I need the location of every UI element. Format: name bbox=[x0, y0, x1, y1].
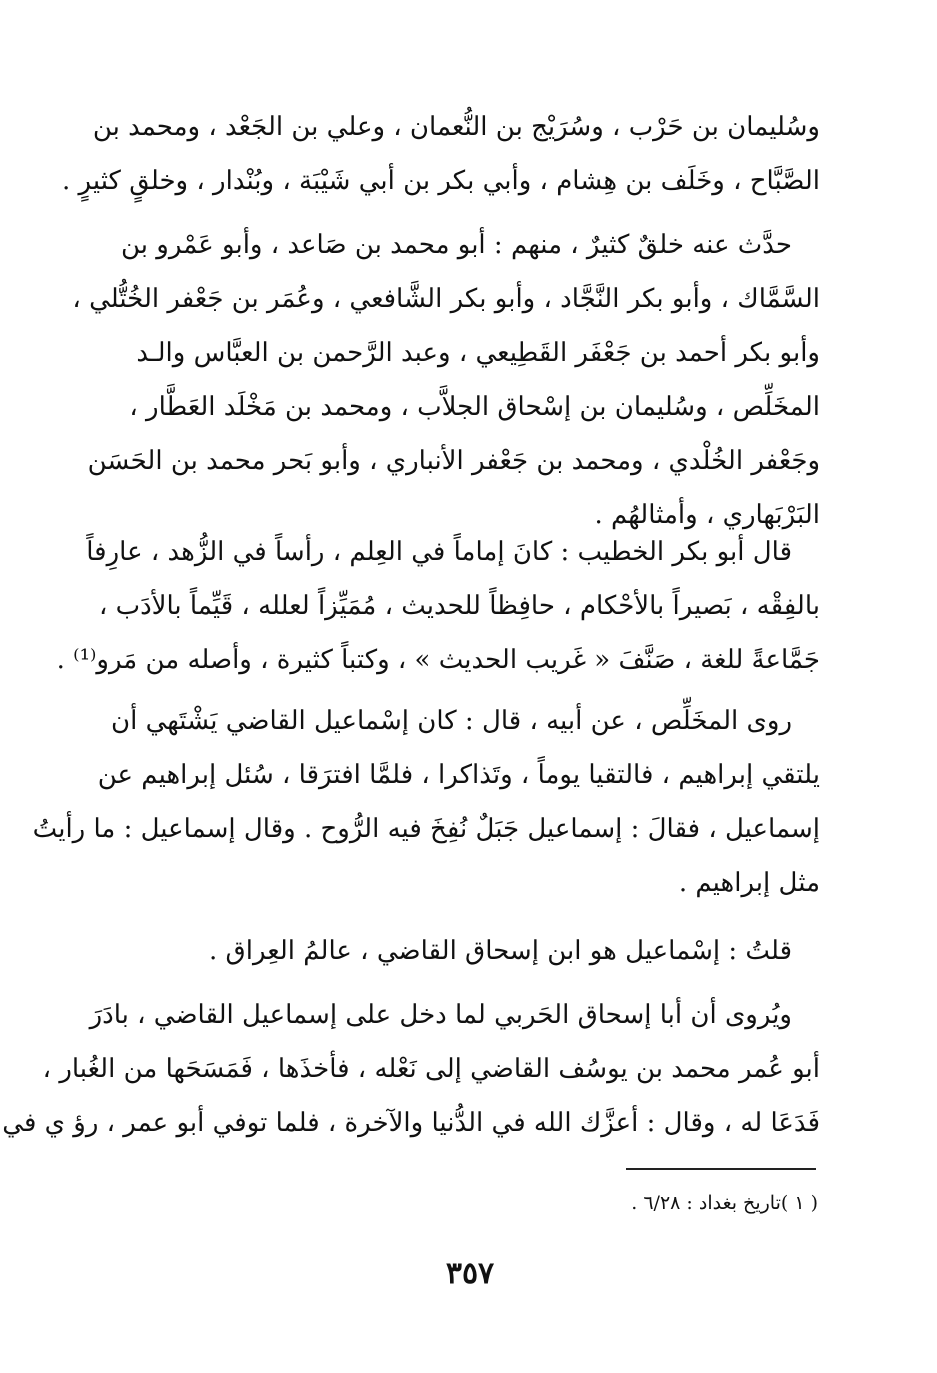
text-line: ويُروى أن أبا إسحاق الحَربي لما دخل على إسماعيل القاضي ، بادَرَ bbox=[89, 1000, 792, 1030]
text-line: روى المخَلِّص ، عن أبيه ، قال : كان إسْماعيل القاضي يَشْتَهي أن bbox=[110, 706, 792, 736]
page-number: ٣٥٧ bbox=[445, 1256, 495, 1291]
text-line: وأبو بكر أحمد بن جَعْفَر القَطِيعي ، وعبد الرَّحمن بن العبَّاس والـد bbox=[136, 338, 820, 368]
text-line: حدَّث عنه خلقٌ كثيرٌ ، منهم : أبو محمد بن صَاعد ، وأبو عَمْرو بن bbox=[121, 230, 792, 260]
text-line: مثل إبراهيم . bbox=[678, 868, 820, 898]
footnote-divider bbox=[626, 1168, 816, 1170]
text-line: المخَلِّص ، وسُليمان بن إسْحاق الجلاَّب ، ومحمد بن مَخْلَد العَطَّار ، bbox=[129, 392, 820, 422]
text-line: يلتقي إبراهيم ، فالتقيا يوماً ، وتَذاكرا ، فلمَّا افترَقا ، سُئل إبراهيم عن bbox=[97, 760, 820, 790]
text-line: السَّمَّاك ، وأبو بكر النَّجَّاد ، وأبو بكر الشَّافعي ، وعُمَر بن جَعْفر الخُتُّلي ، bbox=[72, 284, 820, 314]
text-line: الصَّبَّاح ، وخَلَف بن هِشام ، وأبي بكر بن أبي شَيْبَة ، وبُنْدار ، وخلقٍ كثيرٍ . bbox=[61, 166, 820, 196]
text-line: أبو عُمر محمد بن يوسُف القاضي إلى نَعْله ، فأخذَها ، فَمَسَحَها من الغُبار ، bbox=[42, 1054, 820, 1084]
paragraph-5 bbox=[158, 924, 820, 978]
footnote: ( ١ )تاريخ بغداد : ٦/٢٨ . bbox=[631, 1192, 818, 1214]
text-line: البَرْبَهاري ، وأمثالهُم . bbox=[594, 500, 820, 530]
paragraph-2 bbox=[72, 218, 820, 542]
text-line: جَمَّاعةً للغة ، صَنَّفَ « غَريب الحديث » ، وكتباً كثيرة ، وأصله من مَرو⁽¹⁾ . bbox=[56, 645, 820, 675]
text-line: قال أبو بكر الخطيب : كانَ إماماً في العِلم ، رأساً في الزُّهد ، عارِفاً bbox=[86, 537, 792, 567]
paragraph-4 bbox=[32, 694, 820, 910]
text-line: بالفِقْه ، بَصيراً بالأحْكام ، حافِظاً للحديث ، مُمَيِّزاً لعلله ، قَيِّماً بالأدَب ، bbox=[98, 591, 820, 621]
text-line: فَدَعَا له ، وقال : أعزَّك الله في الدُّنيا والآخرة ، فلما توفي أبو عمر ، رؤ ي في bbox=[2, 1108, 820, 1138]
paragraph-3 bbox=[56, 525, 820, 687]
paragraph-6 bbox=[2, 988, 820, 1150]
text-line: قلتُ : إسْماعيل هو ابن إسحاق القاضي ، عالمُ العِراق . bbox=[209, 936, 792, 966]
text-line: إسماعيل ، فقالَ : إسماعيل جَبَلٌ نُفِخَ فيه الرُّوح . وقال إسماعيل : ما رأيتُ bbox=[32, 814, 820, 844]
text-line: وجَعْفر الخُلْدي ، ومحمد بن جَعْفر الأنباري ، وأبو بَحر محمد بن الحَسَن bbox=[87, 446, 820, 476]
paragraph-1 bbox=[61, 100, 820, 208]
text-line: وسُليمان بن حَرْب ، وسُرَيْج بن النُّعمان ، وعلي بن الجَعْد ، ومحمد بن bbox=[92, 112, 820, 142]
